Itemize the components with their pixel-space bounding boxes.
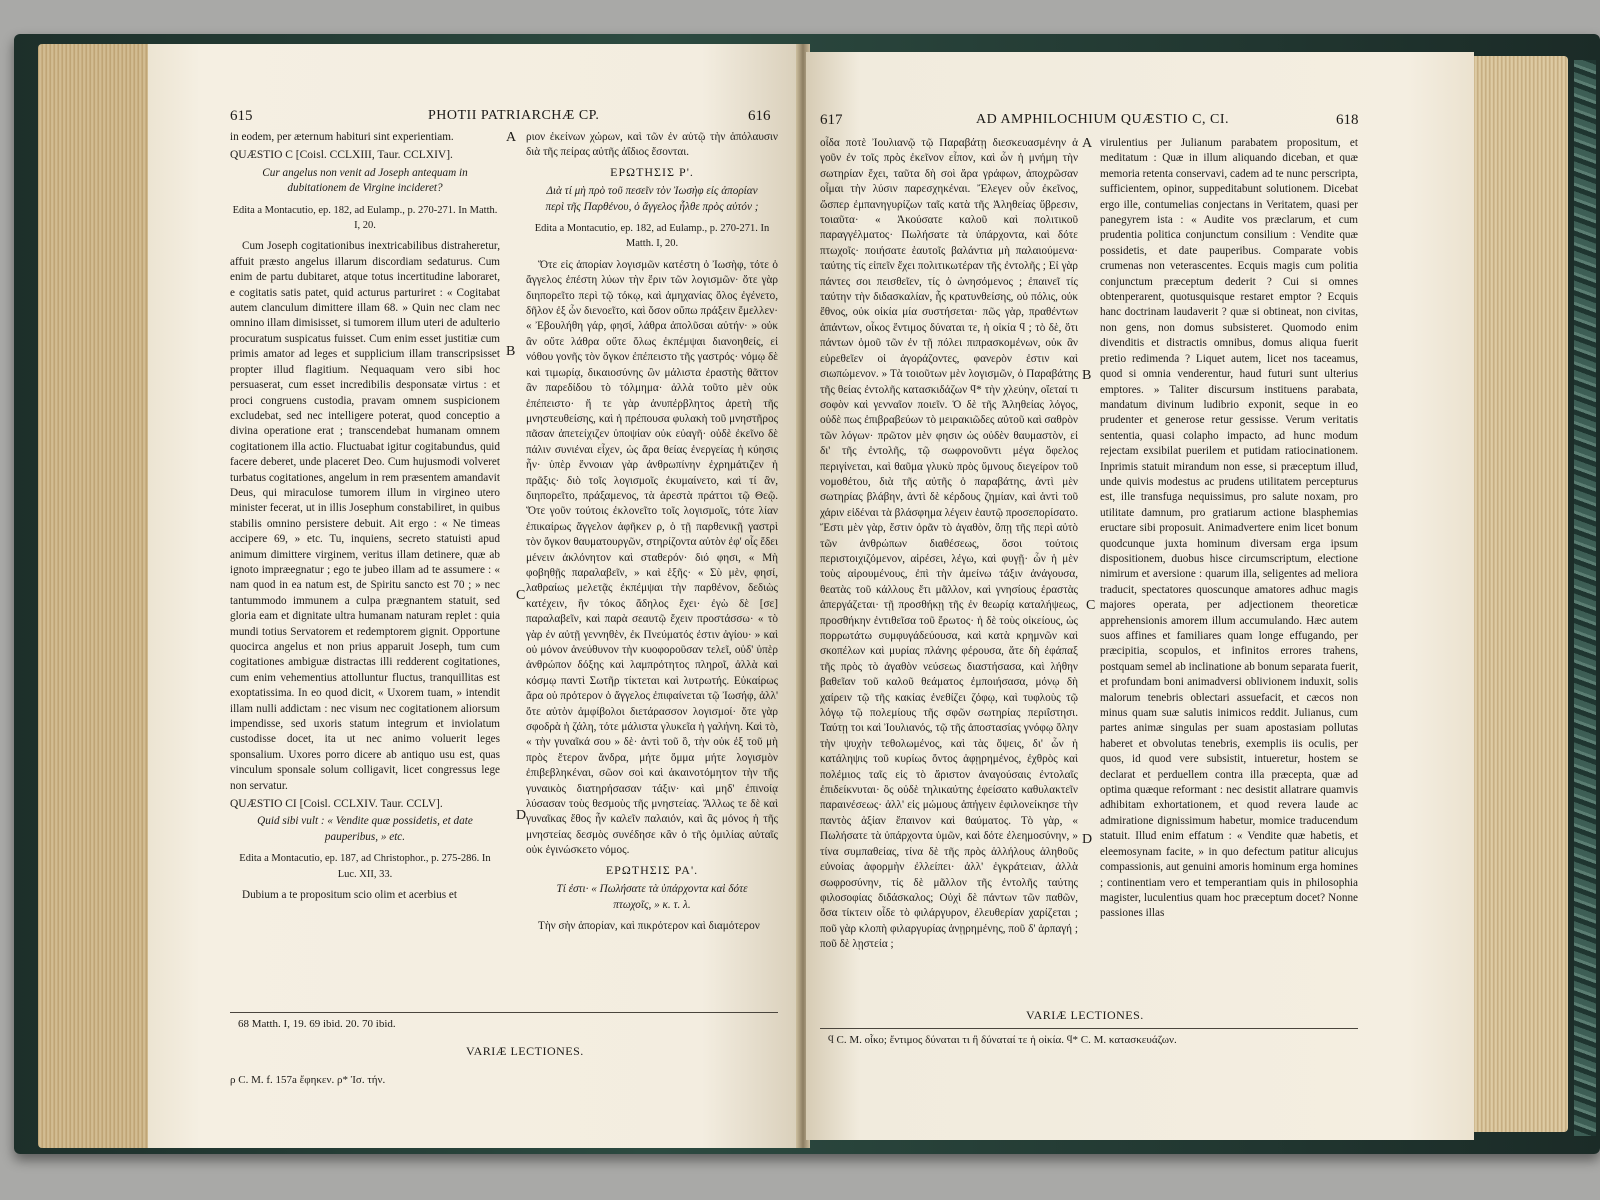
greek-subtitle-2: Τί ἐστι· « Πωλήσατε τὰ ὑπάρχοντα καὶ δότε πτωχοῖς, » κ. τ. λ. (556, 883, 748, 911)
footnote: 68 Matth. I, 19. 69 ibid. 20. 70 ibid. (238, 1018, 396, 1030)
marbled-edge (1574, 60, 1596, 1136)
margin-marker-d: D (1082, 832, 1093, 847)
greek-body-right: οἶδα ποτὲ Ἰουλιανῷ τῷ Παραβάτῃ διεσκευασμένην ἀ γοῦν ἐν τοῖς πρὸς ἐκεῖνον εἶπον, καὶ ὧν ἡ μνήμη τὴν σωτηρίαν ἔχει, ταῦτα δὴ σοὶ ἄρα γράφων, ἀποχρῶσαν οἶμαι τὴν λύσιν παρεσχηκέναι. Ἔλεγεν οὖν ἐκεῖνος, ὥσπερ ἐμπανηγυρίζων ταῖς κατὰ τῆς Ἀληθείας ὕβρεσιν, τοιαῦτα· « Ἀκούσατε καλοῦ καὶ πολιτικοῦ παραγγέλματος· Πωλήσατε τὰ ὑπάρχοντα, καὶ δότε πτωχοῖς· ποιήσατε ἑαυτοῖς βαλάντια μὴ παλαιούμενα· ταύτης τίς εἰπεῖν ἔχει πολιτικωτέραν τῆς ἐντολῆς ; Εἰ γὰρ πάντες σοι πεισθεῖεν, τίς ὁ ὠνησόμενος ; ἐπαινεῖ τίς ταύτην τὴν διδασκαλίαν, ἧς κρατυνθείσης, οὐ πόλις, οὐκ ἔθνος, οὐκ οἰκία μία συστήσεται· πῶς γὰρ, πραθέντων ἁπάντων, οἶκος ἔντιμος δύναται τε, ἡ οἰκία ϥ ; τὸ δὲ, ὅτι πάντων ὁμοῦ τῶν ἐν τῇ πόλει πιπρασκομένων, οὐκ ἂν εὑρεθεῖεν οἱ ἀγοράζοντες, φανερὸν ἐστιν καὶ σιωπώμενον. » Τὰ τοιοῦτων μὲν λογισμῶν, ὁ Παραβάτης τῆς θείας ἐντολῆς κατασκιδάζων ϥ* τὴν χλεύην, οἴεταί τι σοφὸν καὶ γενναῖον ποιεῖν. Ὁ δὲ τῆς Ἀληθείας λόγος, οὐδὲ πως ἐπιβραβεύων τὸ μειρακιῶδες αὐτοῦ καὶ σαθρὸν τῶν λόγων· πρῶτον μὲν φησιν ὡς οὐδὲν θαυμαστὸν, εἰ δι' τῆς ἐντολῆς, τῷ σωφρονοῦντι μέγα ὄφελος περιγίνεται, καὶ θαῦμα γλυκὺ πρὸς ὕμνους διεγείρον τοῦ νομοθέτου, διὰ τῆς αὐτῆς ὁ παραβάτης, ἀντὶ μὲν σωτηρίας βλάβην, ἀντὶ δὲ κέρδους ζημίαν, καὶ ἀντὶ τοῦ χάριν εἰδέναι τὰ βλάσφημα λέγειν ἑαυτῷ προσεπορίσατο. Ἔστι μὲν γὰρ, ἔστιν ὀρᾶν τὸ ἀγαθὸν, ὅπῃ τῆς περὶ αὐτὸ τῶν ἀνθρώπων διαθέσεως, ὅσοι τούτοις περιστοιχιζόμενον, αἱρέσει, λέγω, καὶ φυγῇ· ὧν ἡ μὲν τοὺς αἱρουμένους, ἐπὶ τὴν ἀμείνω τάξιν ἀνάγουσα, θεατὰς τοῦ κάλλους ἔτι μᾶλλον, καὶ γνησίους ἐραστὰς ἀπεργάζεται· τῇ προσθήκῃ τῆς ἐν θεωρίᾳ καταλήψεως, προσθήκην ἐντιθεῖσα τοῦ ἔρωτος· ἡ δὲ τοὺς οἰκείους, ὡς πορρωτάτω συμφυγάδεύουσα, καὶ κατὰ κρημνῶν καὶ σκοπέλων καὶ μυρίας πλάνης φέρουσα, ἅτε δὴ ἐφάπαξ τῆς πρὸς τὸ ἀγαθὸν νεύσεως διαστήσασα, καὶ λήθην βαθεῖαν τοῦ καλοῦ θεάματος ἐμποιήσασα, μόνῳ δὴ χαίρειν τῷ τῆς κακίας ἐνεθίζει ζόφῳ, καὶ τυφλοὺς τῷ λόγῳ τῷ πολεμίους τῆς σφῶν σωτηρίας περιΐστησι. Ταύτῃ τοι καὶ Ἰουλιανός, τῷ τῆς ἀποστασίας γνόφῳ ὅλην τὴν ψυχὴν τεθολωμένος, καὶ τὰς ὄψεις, δι' ὧν ἡ κατάληψις τοῦ κυρίως ὄντος ἀφῃρημένος, ἐχθρὸς καὶ πολέμιος ταῖς εἰς τὸ ἄριστον ἀναγούσαις ἐντολαῖς ἐπιδείκνυται· ὃς οὐδὲ τηλικαύτης ἐφείσατο καθυλακτεῖν παραινέσεως· ἀλλ' εἰς μώμους ἀπήγειν ἐφιλονείκησε τὴν παντὸς ἀξίαν ἔπαινον καὶ θαύματος. Τὸ γὰρ, « Πωλήσατε τὰ ὑπάρχοντα ὑμῶν, καὶ δότε ἐλεημοσύνην, » τίνα συμπαθείας, τίνα δὲ τῆς πρὸς ἀλλήλους ἀληθοῦς εὐνοίας ἀφορμὴν ἐλλείπει· ἀλλ' ἐγκράτειαν, ἀλλὰ σωφροσύνην, τίς δὲ μᾶλλον τῆς ἐντολῆς ταύτης φιλοσοφίας διδάσκαλος; Οὐχὶ δὲ πάντων τῶν παθῶν, ὅσα τίκτειν οἶδε τὸ φιλάργυρον, ἐλευθερίαν χαρίζεται ; ποῦ γὰρ κλοπὴ φιλαργυρίας ἀνῃρημένης, ποῦ δ' ἁρπαγή ; ποῦ δὲ λῃστεία ; (820, 137, 1078, 951)
greek-subtitle: Διὰ τί μὴ πρὸ τοῦ πεσεῖν τὸν Ἰωσὴφ εἰς ἀπορίαν περὶ τῆς Παρθένου, ὁ ἄγγελος ἦλθε πρὸς αὐτόν ; (545, 185, 759, 213)
lead-text: in eodem, per æternum habituri sint experientiam. (230, 131, 454, 143)
greek-tail: Τὴν σὴν ἀπορίαν, καὶ πικρότερον καὶ διαμότερον (538, 919, 760, 932)
variae-lectiones-heading: VARIÆ LECTIONES. (466, 1044, 584, 1058)
variae-lectiones-heading: VARIÆ LECTIONES. (1026, 1008, 1144, 1022)
latin-body: Cum Joseph cogitationibus inextricabilibus distraheretur, affuit præsto angelus illarum discordiam sedaturus. Cum enim de partu dubitaret, atque totus incertitudine laboraret, e cogitatis satis patet, quid acturus parturiret : « Cogitabat autem clanculum dimittere illam 68. » Quin nec clam nec omnino illam dimisisset, si tumorem illum uteri de adulterio procuratum suspicatus fuisset. Cum enim esset justitiæ cum primis amator ad leges et supplicium illam transcripsisset propter illud flagitium. Nequaquam vero sibi hoc persuaserat, cum esset incredibilis desponsatæ virtus : et proci congruens custodia, pravam omnem suspicionem excludebat, sed nec intelligere poterat, quod conceptio a divina operatione erat ; transcendebat humanam omnem cogitationem illa actio. Fluctuabat igitur cogitabundus, quid facere deberet, unde placeret Deo. Cum hujusmodi volveret turbatus cogitationes, angelum in rem præsentem amandavit Deus, qui miraculose tumorem illum in virgineo utero minister fecerat, ut in illis Josephum constabiliret, in quibus stabilis omnino persistere debuit. Ait ergo : « Ne timeas accipere 69, » etc. Tu, inquiens, secreto statuisti apud animum dimittere virginem, veritus illam detinere, quæ ab ignoto impræegnatur ; ego te jubeo illam ad te assumere : « nam quod in ea natum est, de Spiritu sancto est 70 ; » nec tantummodo immunem a culpa prægnantem statuit, sed gloria eam et dignitate ultra humanam naturam replet : quia mundi totius Servatorem et redemptorem gignit. Opportune quocirca angelus et non prius apparuit Joseph, tum cum cogitationes ambiguæ distractas illi redderent cogitationes, cum enim vehementius attolluntur fluctus, tranquillitas est exoptatissima. In eo quod dicit, « Uxorem tuam, » intendit illam nulli addictam : nec visum nec cogitationem aliorsum impendisse, sed uxoris statum integrum et inviolatum custodisse docet, ita ut nec animo voluerit leges sponsalium. Uxores porro dicere ab antiquo usu est, quas vinculum sponsale solum colligavit, licet congressus lege non servatur. (230, 240, 500, 792)
variae-rule (820, 1028, 1358, 1029)
question-title: QUÆSTIO C [Coisl. CCLXIII, Taur. CCLXIV]. (230, 149, 453, 162)
margin-marker-d: D (516, 808, 527, 823)
edita-line: Edita a Montacutio, ep. 182, ad Eulamp., p. 270-271. In Matth. I, 20. (232, 204, 498, 232)
greek-column-right (820, 136, 1078, 1006)
latin-body-right: virulentius per Julianum parabatem propositum, et meditatum : Quæ in illum aliquando diceban, et quæ memoria retenta conservavi, cadem ad te nunc perscripta, sufficientem, opinor, suppeditabunt solutionem. Dicebat ergo ille, contumelias conjectans in Veritatem, quasi per panegyrem ista : « Audite vos præclarum, et cum prudentia politica conjunctum consilium : Vendite quæ possidetis, et date pauperibus. Comparate vobis crumenas non veterascentes. Ecquis magis cum politia conjunctum præceptum dederit ? Cui si omnes obtenperarent, quotusquisque restaret emptor ? Ecquis hanc doctrinam laudaverit ? quæ si obtineat, non civitas, non gens, non domus subsisteret. Quomodo enim divenditis et distractis omnibus, domus aliqua fuerit pretio redimenda ? Liquet autem, licet nos taceamus, quod si omnia venderentur, haud futuri sunt ulterius emptores. » Taliter discursum instituens parabata, mandatum divinum ludibrio exponit, seque in eo prudenter et generose retur gessisse. Verum veritatis sententia, quasi colapho impacto, ad hunc modum rejectam exsibilat puerilem et putidam ratiocinationem. Inprimis statuit mirandum non esse, si præceptum illud, unde quivis modestus ac prudens utilitatem percepturus est, ille transfuga nequissimus, pro salute noxam, pro utilitate damnum, pro gratiarum actione blasphemias eructare sibi proposuit. Animadvertere enim licet bonum quodcunque juxta hominum diversam erga ipsum dispositionem, duobus hisce circumscriptum, electione nimirum et aversione : quarum illa, seligentes ad meliora traducit, spectatores quoscunque amatores adhuc magis majores operata, per adjectionem theoreticæ apprehensionis amorem illum accumulando. Hæc autem suos affines et familiares quam longe effugando, per præcipitia, scopulos, et infinitos errores trahens, postquam semel ab inclinatione ab bonum separata fuerit, et profundam boni animadversi oblivionem induxit, solis malorum tenebris oblectari assuefacit, et cæcos non minus quam suæ salutis inimicos reddit. Julianus, cum partes animæ singulas per suam apostasiam pollutas haberet et obvolutas tenebris, exemplis iis oculis, per quos, id quod vere subsistit, intueretur, hostem se declarat et perduellem contra illa præcepta, quæ ad optima quæque reformant : nec desistit allatrare quamvis adhibitam exhortationem, et quod revera laude ac admiratione dignissimum habetur, momice traducendum statuit. Illud enim effatum : « Vendite quæ habetis, et eleemosynam facite, » in quo defectum patitur alicujus compassionis, aut genuini amoris hominum erga homines ; continentiam vero et temperantiam quis in philosophia magister, luculentius quam hoc præceptum docet? Nonne passiones illas (1100, 137, 1358, 920)
margin-marker-b: B (1082, 368, 1092, 383)
page-edges-right (1474, 56, 1568, 1132)
running-head-left: PHOTII PATRIARCHÆ CP. (428, 108, 600, 123)
margin-marker-c: C (1086, 598, 1096, 613)
greek-column-left (526, 130, 778, 1010)
margin-marker-a: A (506, 130, 517, 145)
latin-column-right (1100, 136, 1358, 1006)
greek-body: Ὅτε εἰς ἀπορίαν λογισμῶν κατέστη ὁ Ἰωσὴφ, τότε ὁ ἄγγελος ἐπέστη λύων τὴν ἔριν τῶν λογισμῶν· ὅτε γὰρ διηπορεῖτο περὶ τῷ τόκῳ, καὶ ἀμηχανίας ὅλος ἐγένετο, δῆλον ἐξ ὧν διενοεῖτο, καὶ ὅσον οὔπω πράξειν ἔμελλεν· « Ἐβουλήθη γάρ, φησί, λάθρα ἀπολῦσαι αὐτήν· » οὐκ ἂν οὔτε λάθρα οὔτε ὅλως ἐκπέμψαι διανοηθείς, εἰ νόθου γονῆς τὸν ὄγκον ἐπέπειστο τῆς γαστρός· νόμῳ δὲ καὶ τιμωρίᾳ, δικαιοσύνης ὢν μάλιστα ἐραστὴς θᾶττον ἂν παρεδίδου τὸ τόλμημα· ἀλλὰ τοῦτο μὲν οὐκ ἐπέπειστο· ἥ τε γὰρ ἀνυπέρβλητος ἀρετὴ τῆς μνηστευθείσης, καὶ ἡ πρέπουσα φυλακὴ τοῦ μνηστῆρος πᾶσαν ἀπετείχιζεν ὑποψίαν οὐκ εὐαγῆ· οὐδὲ ἐκεῖνο δὲ πάλιν συνιέναι εἶχεν, ὡς ἄρα θείας ἐνεργείας ἡ κύησις ἦν· ὑπὲρ ἔννοιαν γὰρ ἀνθρωπίνην ἐχρημάτιζεν ἡ πρᾶξις· διὸ τοῖς λογισμοῖς ἐκυμαίνετο, καὶ τί ἂν, διηπορεῖτο, πράξαμενος, τὰ ἀρεστὰ πράττοι τῷ Θεῷ. Ὅτε γοῦν τούτοις ἐκλονεῖτο τοῖς λογισμοῖς, τότε λίαν ἐπικαίρως ἄγγελον ἀφῆκεν ρ, ὁ τῇ παρθενικῇ γαστρὶ τὸν ὄγκον θαυματουργῶν, στηρίζοντα αὐτὸν ἐφ' οἷς ἔδει μένειν ἀκλόνητον καὶ σταθερόν· διό φησι, « Μὴ φοβηθῇς παραλαβεῖν, » καὶ ἑξῆς· « Σὺ μὲν, φησί, λαθραίως μελετᾷς ἐκπέμψαι τὴν παρθένον, δεδιὼς κατέχειν, ἣν τόκος ἄδηλος ἔχει· ἐγὼ δὲ [σε] παραλαβεῖν, καὶ παρὰ σεαυτῷ ἔχειν προστάσσω· « τὸ γὰρ ἐν αὐτῇ γεννηθὲν, ἐκ Πνεύματός ἐστιν ἁγίου· » καὶ οὐ μόνον ἀνεύθυνον τὴν κυοφοροῦσαν τελεῖ, οὐδ' ὑπὲρ ἀνθρώπον δόξης καὶ λαμπρότητος πληροῖ, ἀλλὰ καὶ κόσμῳ παντὶ Σωτῆρ τίκτεται καὶ λυτρωτής. Εὐκαίρως ἄρα οὐ πρότερον ὁ ἄγγελος ἐπιφαίνεται τῷ Ἰωσήφ, ἀλλ' ὅτε αὐτὸν ἀμφίβολοι διετάρασσον λογισμοί· ὅτε γὰρ σφοδρὰ ἡ ζάλη, τότε μάλιστα γλυκεῖα ἡ γαλήνη. Καὶ τὸ, « τὴν γυναῖκά σου » δὲ· ἀντὶ τοῦ ὃ, τὴν οὐκ ἐξ τοῦ μὴ πρὸς ἕτερον ἄνδρα, μήτε ὄμμα μήτε λογισμὸν ἐπιβεβληκέναι, σῶον σοὶ καὶ ἀκαινοτόμητον τὴν τῆς γυναικὸς διατηρήσασαν τάξιν· καὶ μηδ' ἐπινοίᾳ λύσασαν τοὺς θεσμοὺς τῆς μνηστείας. Ἄλλως τε δὲ καὶ γυναῖκας ἔθος ἦν καλεῖν παλαιόν, καὶ ἃς μόνος ἡ τῆς μνηστείας δεσμὸς συνέδησε κἂν ὁ τῆς ὁμιλίας αὐταῖς οὐκ ἐγινώσκετο νόμος. (526, 258, 778, 857)
greek-heading-2: ΕΡΩΤΗΣΙΣ ΡΑ'. (605, 862, 699, 877)
footnote-rule (230, 1012, 778, 1013)
greek-edita: Edita a Montacutio, ep. 182, ad Eulamp., p. 270-271. In Matth. I, 20. (534, 223, 770, 250)
variae-lectiones-note: ϥ C. M. οἶκο; ἔντιμος δύναται τι ἢ δύναταί τε ἡ οἰκία. ϥ* C. M. κατασκευάζων. (828, 1034, 1177, 1046)
folio-618: 618 (1336, 112, 1359, 128)
folio-616: 616 (748, 108, 771, 124)
margin-marker-a: A (1082, 136, 1093, 151)
latin-tail: Dubium a te propositum scio olim et acerbius et (242, 889, 458, 902)
left-page (148, 44, 800, 1148)
folio-615: 615 (230, 108, 253, 124)
running-head-right: AD AMPHILOCHIUM QUÆSTIO C, CI. (976, 112, 1230, 127)
margin-marker-c: C (516, 588, 526, 603)
variae-lectiones-note: ρ C. M. f. 157a ἔφηκεν. ρ* Ἰσ. τήν. (230, 1074, 386, 1086)
edita-line-2: Edita a Montacutio, ep. 187, ad Christophor., p. 275-286. In Luc. XII, 33. (239, 853, 491, 880)
question-subtitle: Cur angelus non venit ad Joseph antequam in dubitationem de Virgine incideret? (262, 166, 468, 195)
latin-column-left (230, 130, 500, 1010)
greek-lead: ριον ἐκείνων χώρων, καὶ τῶν ἐν αὐτῷ τὴν ἀπόλαυσιν διὰ τῆς πείρας αὐτῆς ἀΐδιος ἔσονται. (526, 131, 778, 159)
page-edges-left (38, 44, 150, 1148)
margin-marker-b: B (506, 344, 516, 359)
greek-heading: ΕΡΩΤΗΣΙΣ Ρ'. (610, 164, 694, 179)
folio-617: 617 (820, 112, 843, 128)
question-subtitle-2: Quid sibi vult : « Vendite quæ possidetis, et date pauperibus, » etc. (257, 815, 473, 843)
question-title-2: QUÆSTIO CI [Coisl. CCLXIV. Taur. CCLV]. (230, 798, 443, 811)
right-page (806, 52, 1474, 1140)
